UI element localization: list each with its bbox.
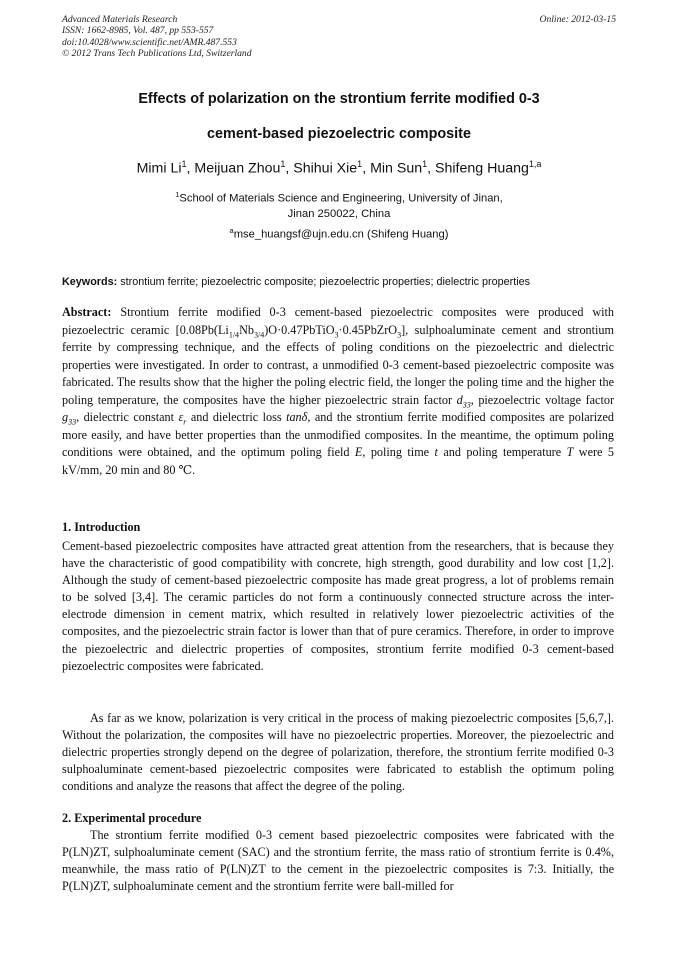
section-heading-introduction: 1. Introduction (62, 520, 141, 534)
author-name: Mimi Li (136, 160, 182, 177)
author-name: Shifeng Huang (435, 160, 529, 177)
abstract-text: , poling time (362, 445, 435, 460)
intro-paragraph-2: As far as we know, polarization is very critical in the process of making piezoelectric composites [5,6,7,]. Without the polarization, the composites will have no piezoelectric properties. Moreover, the piezoelectric and dielectric properties strongly depend on the degree of polarization, therefore, the strontium ferrite modified 0-3 sulphoaluminate cement-based piezoelectric composites were fabricated to establish the optimum poling conditions and analyze the reasons that affect the degree of the poling. (62, 711, 614, 794)
abstract-text: and poling temperature (437, 445, 567, 460)
affiliation-line-1 (62, 190, 616, 205)
abstract-text: Nb (239, 322, 254, 337)
abstract-text: , and the strontium ferrite modified composites are polarized more easily, and have better properties than the unmodified composites. In the meantime, the optimum poling conditions were obtained, and the optimum poling field (62, 410, 614, 460)
abstract-text: , piezoelectric voltage factor (470, 392, 614, 407)
symbol-tan-delta: tanδ (286, 410, 308, 425)
email-sup: a (229, 226, 234, 235)
subscript: 33 (462, 400, 471, 410)
author-sup: 1 (280, 159, 286, 169)
abstract-text: and dielectric loss (186, 410, 287, 425)
abstract-text: Strontium ferrite modified 0-3 cement-based piezoelectric composites were produced with piezoelectric ceramic [0.08Pb(Li (62, 305, 614, 337)
symbol-T: T (566, 445, 574, 460)
affiliation-text: School of Materials Science and Engineering, University of Jinan, (179, 192, 503, 205)
symbol-d: d (456, 392, 463, 407)
author-name: Meijuan Zhou (194, 160, 281, 177)
symbol-E: E (354, 445, 363, 460)
author-name: Shihui Xie (293, 160, 358, 177)
symbol-epsilon: ε (178, 410, 184, 425)
paper-title-line-1: Effects of polarization on the strontium ferrite modified 0-3 (138, 91, 540, 107)
abstract-text: were 5 kV/mm, 20 min and 80 ℃. (62, 445, 614, 477)
online-date: Online: 2012-03-15 (539, 14, 616, 25)
subscript: 3/4 (253, 329, 265, 339)
abstract-text: ], sulphoaluminate cement and strontium ferrite by compressing technique, and the effects of poling conditions on the piezoelectric and dielectric properties were investigated. In order to contrast, a unmodified 0-3 cement-based piezoelectric composite was fabricated. The results show that the higher the poling electric field, the longer the poling time and the higher the poling temperature, the composites have the higher piezoelectric strain factor (62, 322, 614, 407)
affiliation-line-2: Jinan 250022, China (287, 208, 391, 220)
affiliation-sup: 1 (175, 190, 180, 199)
author-sup: 1 (181, 159, 187, 169)
paper-title-line-2: cement-based piezoelectric composite (207, 126, 471, 142)
symbol-t: t (434, 445, 438, 460)
abstract-text: )O·0.47PbTiO (264, 322, 335, 337)
abstract-text: , dielectric constant (76, 410, 179, 425)
author-name: Min Sun (370, 160, 423, 177)
subscript: 3 (334, 329, 339, 339)
abstract-text: ·0.45PbZrO (338, 322, 398, 337)
doi-line: doi:10.4028/www.scientific.net/AMR.487.553 (62, 36, 237, 48)
affiliation-email-line (62, 226, 616, 241)
symbol-g: g (62, 410, 69, 425)
journal-name: Advanced Materials Research (62, 14, 178, 25)
journal-header (62, 14, 616, 60)
abstract (62, 304, 614, 479)
issn-line: ISSN: 1662-8985, Vol. 487, pp 553-557 (62, 25, 214, 37)
keywords-text: strontium ferrite; piezoelectric composite; piezoelectric properties; dielectric properties (120, 276, 531, 288)
keywords-label: Keywords: (62, 276, 118, 288)
author-sup: 1 (357, 159, 363, 169)
subscript: 33 (68, 417, 77, 427)
abstract-label: Abstract: (62, 305, 112, 319)
subscript: 1/4 (228, 329, 240, 339)
intro-paragraph-1: Cement-based piezoelectric composites have attracted great attention from the researchers, that is because they have the characteristic of good compatibility with concrete, high strength, good durability and low cost [1,2]. Although the study of cement-based piezoelectric composite has made great progress, a lot of problems remain to be solved [3,4]. The ceramic particles do not form a continuously connected structure across the inter-electrode dimension in cement matrix, which resulted in relatively lower piezoelectric activities of the composites, and the piezoelectric strain factor is lower than that of pure ceramics. Therefore, in order to improve the piezoelectric and dielectric properties of composites, strontium ferrite modified 0-3 cement-based piezoelectric composites were fabricated. (62, 539, 614, 673)
experimental-paragraph-1: The strontium ferrite modified 0-3 cement based piezoelectric composites were fabricated with the P(LN)ZT, sulphoaluminate cement (SAC) and the strontium ferrite, the mass ratio of strontium ferrite is 0.4%, meanwhile, the mass ratio of P(LN)ZT to the cement in the piezoelectric composites is 7:3. Initially, the P(LN)ZT, sulphoaluminate cement and the strontium ferrite were ball-milled for (62, 828, 614, 894)
section-heading-experimental: 2. Experimental procedure (62, 811, 202, 825)
author-sup: 1 (422, 159, 428, 169)
email-text: mse_huangsf@ujn.edu.cn (Shifeng Huang) (233, 228, 449, 241)
copyright-line: © 2012 Trans Tech Publications Ltd, Switzerland (62, 48, 252, 60)
author-list: Mimi Li$^1$, Meijuan Zhou$^1$, Shihui Xie$^1$, Min Sun$^1$, Shifeng Huang$^{1,a}$ (136, 159, 542, 177)
subscript: r (183, 417, 187, 427)
keywords (62, 276, 622, 288)
subscript: 3 (397, 329, 402, 339)
author-sup: 1,a (528, 159, 542, 169)
